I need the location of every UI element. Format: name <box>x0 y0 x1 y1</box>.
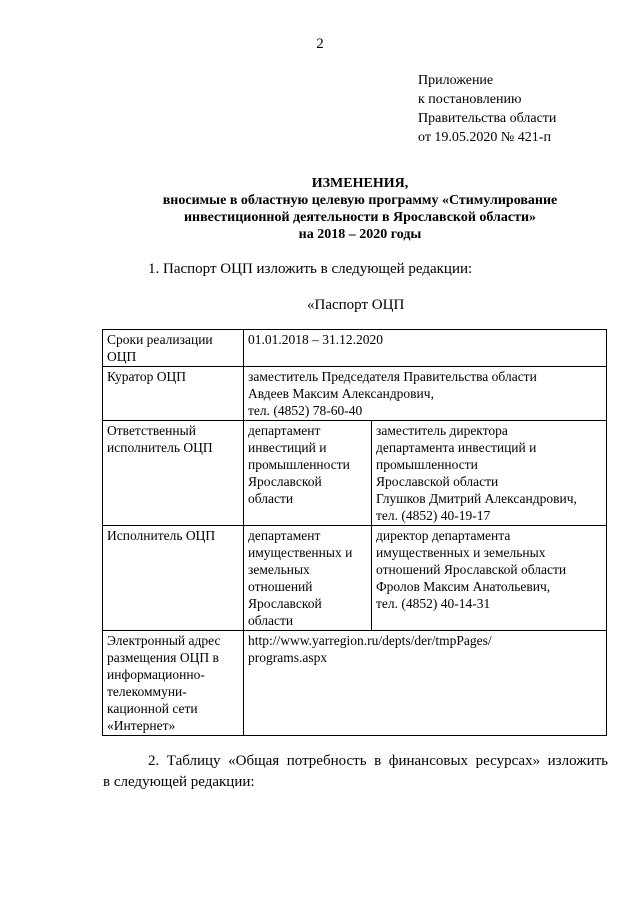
cell-line: размещения ОЦП в <box>107 650 219 665</box>
cell-line: земельных <box>248 562 310 577</box>
cell-line: Ярославской <box>248 474 322 489</box>
cell-line: области <box>248 491 294 506</box>
paragraph-2 <box>103 751 608 793</box>
title-line: вносимые в областную целевую программу «Стимулирование <box>162 193 558 208</box>
paragraph-1: 1. Паспорт ОЦП изложить в следующей редакции: <box>148 261 473 277</box>
cell-line: департамент <box>248 423 321 438</box>
table-row <box>103 330 607 367</box>
cell-line: отношений <box>248 579 313 594</box>
appendix-line: Правительства области <box>418 111 557 126</box>
cell-line: информационно- <box>107 667 205 682</box>
appendix-line: Приложение <box>418 73 494 88</box>
cell-line: промышленности <box>248 457 350 472</box>
title-line: на 2018 – 2020 годы <box>298 227 422 242</box>
cell-line: инвестиций и <box>248 440 327 455</box>
cell-line: 01.01.2018 – 31.12.2020 <box>248 332 383 347</box>
cell-line: области <box>248 613 294 628</box>
title-line: ИЗМЕНЕНИЯ, <box>311 176 409 191</box>
appendix-block <box>418 71 556 147</box>
program-url-link[interactable]: http://www.yarregion.ru/depts/der/tmpPages/ <box>248 633 492 648</box>
row-value-cell <box>244 631 607 736</box>
row-label-cell <box>103 526 244 631</box>
paragraph-2-line-2: в следующей редакции: <box>103 774 255 790</box>
cell-line: Электронный адрес <box>107 633 221 648</box>
paragraph-2-line-1: 2. Таблицу «Общая потребность в финансовых ресурсах» изложить <box>148 753 608 769</box>
cell-line: Фролов Максим Анатольевич, <box>376 579 551 594</box>
cell-line: Ярославской <box>248 596 322 611</box>
cell-line: тел. (4852) 40-19-17 <box>376 508 491 523</box>
cell-line: Исполнитель ОЦП <box>107 528 216 543</box>
table-row <box>103 421 607 526</box>
appendix-date-line: от 19.05.2020 № 421-п <box>418 130 551 145</box>
cell-line: заместитель директора <box>376 423 508 438</box>
cell-line: Сроки реализации <box>107 332 213 347</box>
cell-line: промышленности <box>376 457 478 472</box>
title-line: инвестиционной деятельности в Ярославской области» <box>183 210 537 225</box>
cell-line: тел. (4852) 78-60-40 <box>248 403 363 418</box>
table-row <box>103 367 607 421</box>
row-value-cell <box>372 421 607 526</box>
row-value-cell <box>372 526 607 631</box>
cell-line: ОЦП <box>107 349 137 364</box>
cell-line: имущественных и земельных <box>376 545 546 560</box>
cell-line: Ответственный <box>107 423 196 438</box>
cell-line: заместитель Председателя Правительства области <box>248 369 537 384</box>
passport-table <box>102 329 607 736</box>
table-row <box>103 631 607 736</box>
cell-line: Куратор ОЦП <box>107 369 186 384</box>
row-value-cell <box>244 330 607 367</box>
row-label-cell <box>103 421 244 526</box>
document-title <box>100 175 620 243</box>
page-number: 2 <box>316 36 324 52</box>
program-url-link-cont[interactable]: programs.aspx <box>248 650 328 665</box>
cell-line: Глушков Дмитрий Александрович, <box>376 491 577 506</box>
appendix-line: к постановлению <box>418 92 522 107</box>
table-row <box>103 526 607 631</box>
cell-line: директор департамента <box>376 528 511 543</box>
cell-line: телекоммуни- <box>107 684 187 699</box>
passport-heading: «Паспорт ОЦП <box>307 297 405 313</box>
cell-line: Ярославской области <box>376 474 499 489</box>
cell-line: тел. (4852) 40-14-31 <box>376 596 491 611</box>
cell-line: имущественных и <box>248 545 353 560</box>
cell-line: департамента инвестиций и <box>376 440 537 455</box>
cell-line: Авдеев Максим Александрович, <box>248 386 434 401</box>
cell-line: отношений Ярославской области <box>376 562 567 577</box>
cell-line: департамент <box>248 528 321 543</box>
row-label-cell <box>103 330 244 367</box>
row-label-cell <box>103 631 244 736</box>
row-dept-cell <box>244 421 372 526</box>
cell-line: кационной сети <box>107 701 198 716</box>
row-dept-cell <box>244 526 372 631</box>
cell-line: «Интернет» <box>107 718 176 733</box>
row-value-cell <box>244 367 607 421</box>
cell-line: исполнитель ОЦП <box>107 440 213 455</box>
row-label-cell <box>103 367 244 421</box>
